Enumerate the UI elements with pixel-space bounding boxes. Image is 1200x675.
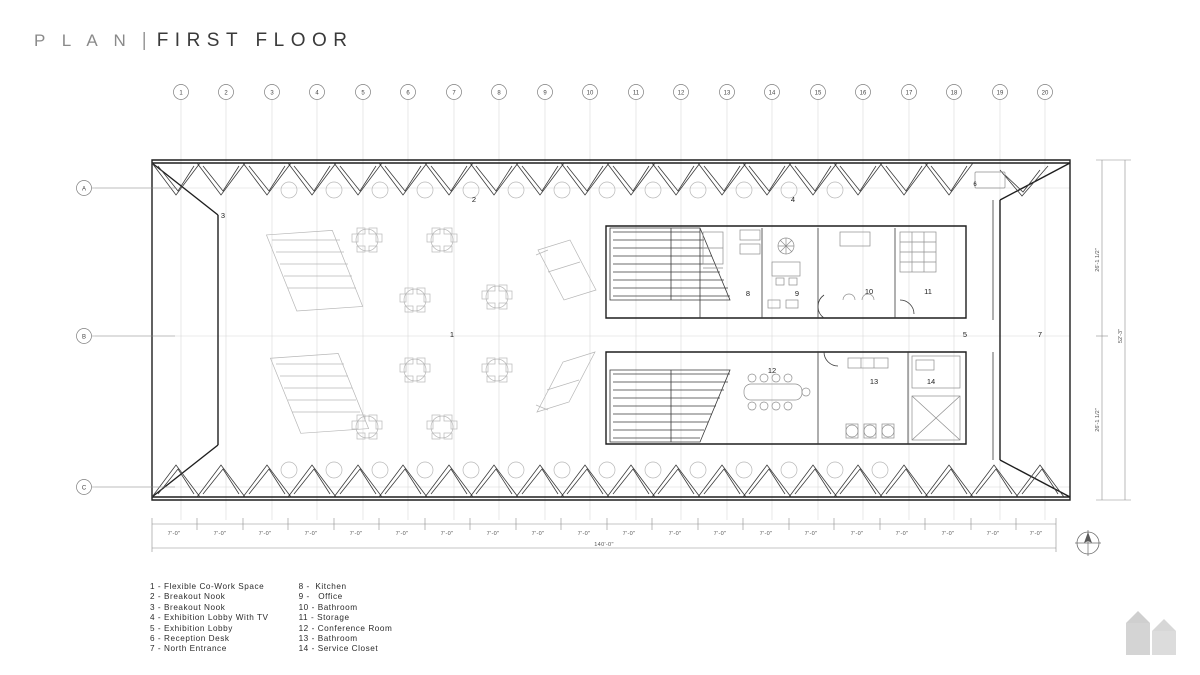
- legend-item: 2 - Breakout Nook: [150, 592, 226, 602]
- room-number-tags: [221, 182, 1042, 386]
- grid-bubble-B: [77, 329, 92, 344]
- cowork-furniture: [266, 228, 596, 439]
- sawtooth-facade-south: [152, 462, 1064, 497]
- legend-item: 4 - Exhibition Lobby With TV: [150, 613, 269, 623]
- legend-item: 1 - Flexible Co-Work Space: [150, 582, 265, 591]
- grid-bubble-15: [811, 85, 826, 100]
- grid-bubble-11: [629, 85, 644, 100]
- grid-bubble-13: [720, 85, 735, 100]
- exhibition-core-north: [606, 226, 966, 318]
- svg-text:3: 3: [270, 90, 274, 97]
- sawtooth-facade-north: [152, 163, 1048, 198]
- room-tag-12: 12: [767, 366, 777, 375]
- studio-logo-icon: [1120, 607, 1182, 659]
- room-tag-9: 9: [794, 289, 800, 298]
- svg-text:5: 5: [361, 90, 365, 97]
- legend-item: 13 - Bathroom: [298, 634, 358, 644]
- legend-item: 10 - Bathroom: [298, 602, 358, 612]
- grid-bubble-7: [447, 85, 462, 100]
- svg-text:1: 1: [179, 90, 183, 97]
- room-tag-13: 13: [869, 377, 879, 386]
- grid-bubble-14: [765, 85, 780, 100]
- legend-item: 6 - Reception Desk: [150, 634, 230, 644]
- svg-text:11: 11: [632, 90, 640, 97]
- legend-column-1: [150, 582, 269, 655]
- room-tag-3: 3: [220, 211, 226, 220]
- room-tag-1: 1: [449, 330, 455, 339]
- svg-text:7'-0": 7'-0": [213, 531, 227, 537]
- grid-bubble-17: [902, 85, 917, 100]
- overall-width-label: 52'-3": [1118, 328, 1124, 344]
- svg-text:B: B: [81, 334, 87, 341]
- room-tag-2: 2: [471, 195, 477, 204]
- svg-text:7'-0": 7'-0": [850, 531, 864, 537]
- grid-bubble-19: [993, 85, 1008, 100]
- svg-text:7'-0": 7'-0": [304, 531, 318, 537]
- room-tag-10: 10: [864, 287, 874, 296]
- svg-text:A: A: [81, 186, 87, 193]
- svg-text:7'-0": 7'-0": [895, 531, 909, 537]
- svg-text:17: 17: [905, 90, 913, 97]
- grid-bubble-12: [674, 85, 689, 100]
- grid-bubble-20: [1038, 85, 1053, 100]
- grid-bubble-10: [583, 85, 598, 100]
- svg-text:7'-0": 7'-0": [986, 531, 1000, 537]
- room-tag-7: 7: [1037, 330, 1043, 339]
- dimension-string-vertical: [1095, 160, 1131, 500]
- svg-text:26'-1 1/2": 26'-1 1/2": [1095, 408, 1101, 432]
- svg-text:7'-0": 7'-0": [531, 531, 545, 537]
- room-tag-11: 11: [924, 287, 932, 296]
- svg-text:7'-0": 7'-0": [622, 531, 636, 537]
- legend-item: 5 - Exhibition Lobby: [150, 623, 233, 633]
- title-plan-label: P L A N: [34, 31, 132, 50]
- row-grid-bubbles: [77, 181, 92, 495]
- grid-bubble-18: [947, 85, 962, 100]
- svg-text:7'-0": 7'-0": [713, 531, 727, 537]
- legend-item: 14 - Service Closet: [298, 644, 379, 654]
- room-tag-5: 5: [962, 330, 968, 339]
- svg-text:7'-0": 7'-0": [395, 531, 409, 537]
- svg-text:9: 9: [543, 90, 547, 97]
- title-floor-label: FIRST FLOOR: [156, 30, 354, 51]
- svg-text:14: 14: [768, 90, 776, 97]
- svg-text:6: 6: [406, 90, 410, 97]
- svg-text:7'-0": 7'-0": [941, 531, 955, 537]
- svg-text:8: 8: [497, 90, 501, 97]
- grid-bubble-6: [401, 85, 416, 100]
- legend: [150, 582, 392, 655]
- svg-text:15: 15: [814, 90, 822, 97]
- svg-text:C: C: [81, 485, 87, 492]
- svg-text:19: 19: [996, 90, 1004, 97]
- svg-text:7'-0": 7'-0": [804, 531, 818, 537]
- overall-length-label: 140'-0": [594, 542, 614, 548]
- svg-text:7'-0": 7'-0": [486, 531, 500, 537]
- grid-bubble-2: [219, 85, 234, 100]
- building-outline: [152, 160, 1070, 500]
- grid-bubble-5: [356, 85, 371, 100]
- legend-item: 12 - Conference Room: [298, 623, 393, 633]
- grid-bubble-9: [538, 85, 553, 100]
- svg-text:18: 18: [950, 90, 958, 97]
- svg-text:10: 10: [586, 90, 594, 97]
- north-arrow-icon: [1073, 528, 1103, 558]
- svg-text:13: 13: [723, 90, 731, 97]
- svg-text:2: 2: [224, 90, 228, 97]
- column-grid-bubbles: [174, 85, 1053, 100]
- svg-text:7'-0": 7'-0": [167, 531, 181, 537]
- svg-text:4: 4: [315, 90, 319, 97]
- svg-text:20: 20: [1041, 90, 1049, 97]
- legend-item: 3 - Breakout Nook: [150, 602, 226, 612]
- legend-column-2: [299, 582, 393, 655]
- legend-item: 7 - North Entrance: [150, 644, 227, 654]
- grid-bubble-16: [856, 85, 871, 100]
- svg-text:7: 7: [452, 90, 456, 97]
- room-tag-6: 6: [973, 182, 977, 188]
- grid-bubble-3: [265, 85, 280, 100]
- svg-text:7'-0": 7'-0": [1029, 531, 1043, 537]
- svg-text:7'-0": 7'-0": [258, 531, 272, 537]
- dimension-string-horizontal: [152, 518, 1056, 552]
- legend-item: 8 - Kitchen: [298, 582, 347, 591]
- svg-text:16: 16: [859, 90, 867, 97]
- room-tag-4: 4: [790, 195, 796, 204]
- grid-bubble-8: [492, 85, 507, 100]
- grid-bubble-4: [310, 85, 325, 100]
- grid-bubble-1: [174, 85, 189, 100]
- grid-bubble-C: [77, 480, 92, 495]
- svg-text:7'-0": 7'-0": [440, 531, 454, 537]
- room-tag-14: 14: [926, 377, 936, 386]
- svg-text:7'-0": 7'-0": [577, 531, 591, 537]
- svg-text:7'-0": 7'-0": [668, 531, 682, 537]
- title-separator: |: [141, 30, 147, 51]
- grid-bubble-A: [77, 181, 92, 196]
- legend-item: 11 - Storage: [298, 613, 350, 623]
- svg-text:7'-0": 7'-0": [759, 531, 773, 537]
- svg-text:7'-0": 7'-0": [349, 531, 363, 537]
- svg-text:12: 12: [677, 90, 685, 97]
- svg-text:26'-1 1/2": 26'-1 1/2": [1095, 248, 1101, 272]
- room-tag-8: 8: [745, 289, 751, 298]
- row-bubble-leaders: [92, 188, 175, 487]
- exhibition-core-south: [606, 352, 966, 444]
- legend-item: 9 - Office: [298, 592, 343, 602]
